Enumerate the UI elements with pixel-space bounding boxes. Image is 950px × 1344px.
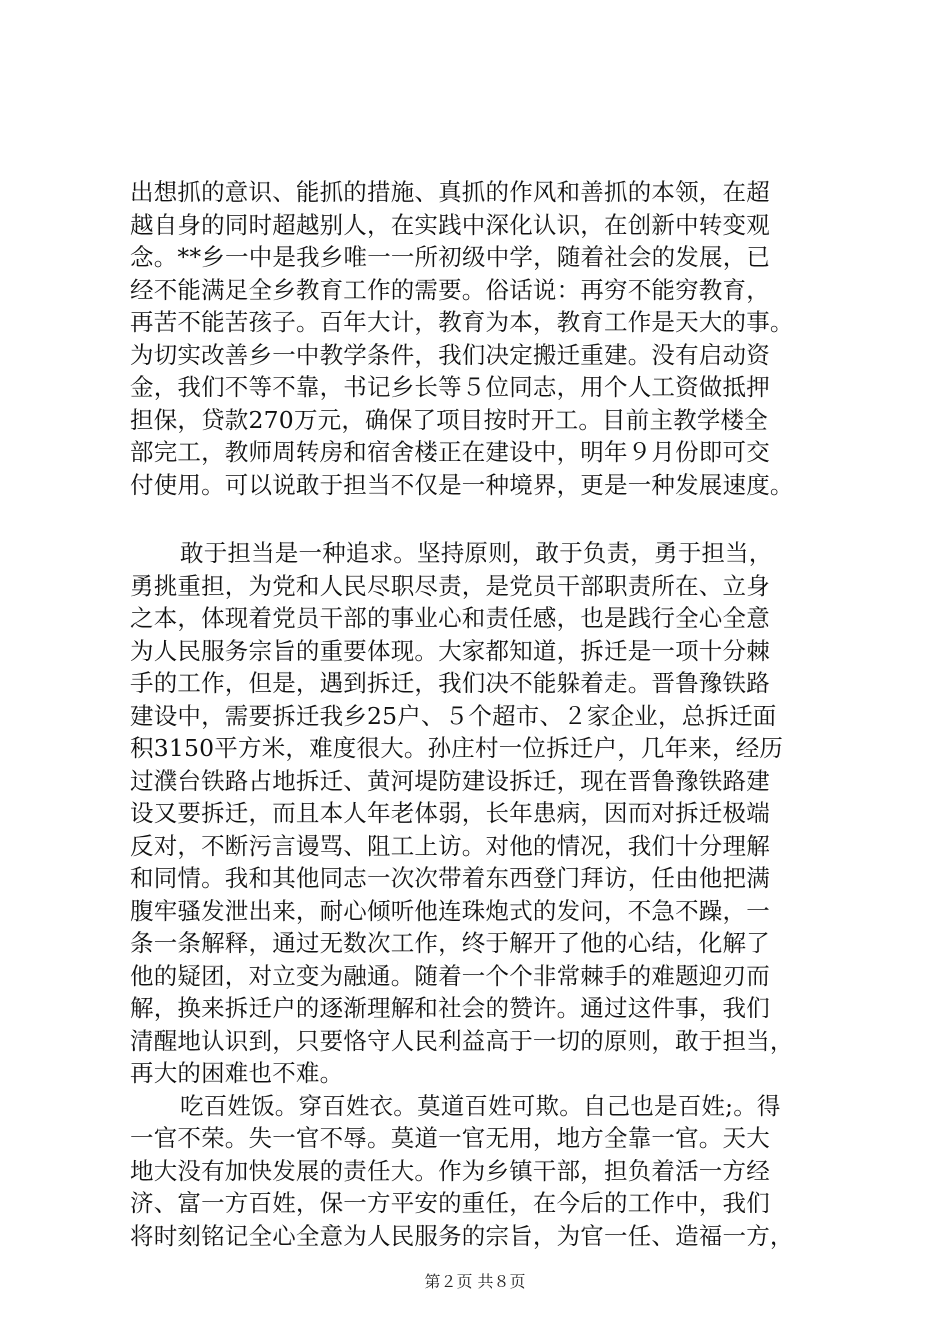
text-line: 他的疑团，对立变为融通。随着一个个非常棘手的难题迎刃而 — [130, 961, 770, 990]
text-line: 清醒地认识到，只要恪守人民利益高于一切的原则，敢于担当， — [130, 1026, 794, 1055]
page-number-label: 第２页 共８页 — [424, 1272, 526, 1291]
text-line: 吃百姓饭。穿百姓衣。莫道百姓可欺。自己也是百姓;。得 — [180, 1091, 781, 1120]
paragraph-spacer — [130, 501, 850, 537]
text-line: 手的工作，但是，遇到拆迁，我们决不能躲着走。晋鲁豫铁路 — [130, 669, 770, 697]
paragraph-2 — [130, 537, 850, 1090]
text-line: 地大没有加快发展的责任大。作为乡镇干部，担负着活一方经 — [130, 1156, 770, 1185]
text-line: 勇挑重担，为党和人民尽职尽责，是党员干部职责所在、立身 — [130, 571, 770, 600]
text-line: 部完工，教师周转房和宿舍楼正在建设中，明年９月份即可交 — [130, 438, 770, 466]
text-line: 敢于担当是一种追求。坚持原则，敢于负责，勇于担当， — [180, 539, 773, 567]
text-line: 济、富一方百姓，保一方平安的重任，在今后的工作中，我们 — [130, 1189, 770, 1217]
text-line: 再大的困难也不难。 — [130, 1059, 344, 1087]
text-line: 金，我们不等不靠，书记乡长等５位同志，用个人工资做抵押 — [130, 373, 770, 401]
text-line: 付使用。可以说敢于担当不仅是一种境界，更是一种发展速度。 — [130, 470, 794, 499]
text-line: 设又要拆迁，而且本人年老体弱，长年患病，因而对拆迁极端 — [130, 799, 770, 827]
text-line: 腹牢骚发泄出来，耐心倾听他连珠炮式的发问，不急不躁，一 — [130, 896, 770, 925]
text-line: 念。**乡一中是我乡唯一一所初级中学，随着社会的发展，已 — [130, 243, 771, 271]
text-line: 过濮台铁路占地拆迁、黄河堤防建设拆迁，现在晋鲁豫铁路建 — [130, 766, 770, 795]
text-line: 反对，不断污言谩骂、阻工上访。对他的情况，我们十分理解 — [130, 831, 770, 860]
text-line: 为切实改善乡一中教学条件，我们决定搬迁重建。没有启动资 — [130, 340, 770, 369]
text-line: 再苦不能苦孩子。百年大计，教育为本，教育工作是天大的事。 — [130, 308, 794, 336]
text-line: 越自身的同时超越别人，在实践中深化认识，在创新中转变观 — [130, 210, 770, 239]
paragraph-1 — [130, 176, 850, 501]
text-line: 经不能满足全乡教育工作的需要。俗话说：再穷不能穷教育， — [130, 275, 770, 304]
text-line: 之本，体现着党员干部的事业心和责任感，也是践行全心全意 — [130, 604, 770, 632]
text-line: 将时刻铭记全心全意为人民服务的宗旨，为官一任、造福一方， — [130, 1221, 794, 1250]
text-line: 条一条解释，通过无数次工作，终于解开了他的心结，化解了 — [130, 929, 770, 957]
text-line: 和同情。我和其他同志一次次带着东西登门拜访，任由他把满 — [130, 864, 770, 892]
page-footer — [0, 1272, 950, 1292]
text-line: 一官不荣。失一官不辱。莫道一官无用，地方全靠一官。天大 — [130, 1124, 770, 1152]
text-line: 解，换来拆迁户的逐渐理解和社会的赞许。通过这件事，我们 — [130, 994, 770, 1022]
paragraph-3 — [130, 1090, 850, 1253]
body-text — [130, 176, 850, 1252]
text-line: 担保，贷款270万元，确保了项目按时开工。目前主教学楼全 — [130, 405, 768, 434]
text-line: 建设中，需要拆迁我乡25户、５个超市、２家企业，总拆迁面 — [130, 701, 777, 730]
text-line: 为人民服务宗旨的重要体现。大家都知道，拆迁是一项十分棘 — [130, 636, 770, 665]
text-line: 出想抓的意识、能抓的措施、真抓的作风和善抓的本领，在超 — [130, 178, 770, 206]
text-line: 积3150平方米，难度很大。孙庄村一位拆迁户，几年来，经历 — [130, 734, 784, 762]
